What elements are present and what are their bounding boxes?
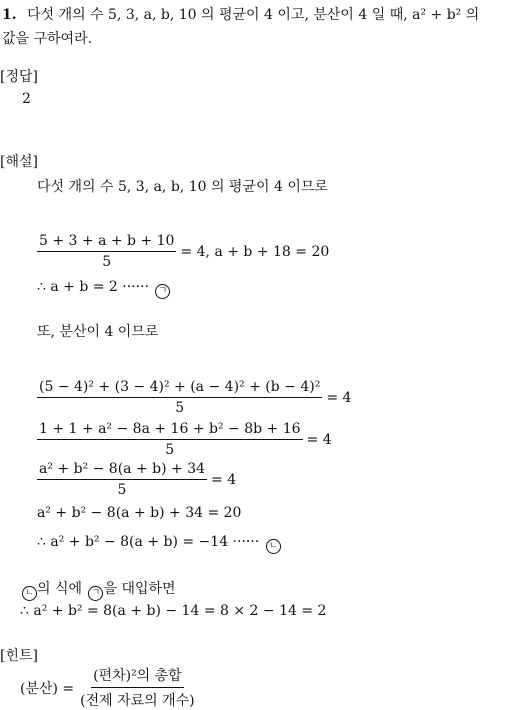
circled-mark-1: ㄱ [155, 284, 170, 299]
equation-variance-4: a² + b² − 8(a + b) + 34 = 20 [37, 505, 242, 521]
circled-mark-3: ㄴ [22, 586, 37, 601]
equation-mean [37, 233, 329, 270]
fraction-denominator: 5 [117, 482, 127, 498]
equation-variance-2 [37, 421, 332, 458]
equation-rhs: = 4 [211, 471, 237, 488]
final-equation: ∴ a² + b² = 8(a + b) − 14 = 8 × 2 − 14 = 2 [20, 603, 327, 619]
fraction-variance-1 [37, 379, 322, 416]
fraction-denominator: 5 [175, 400, 185, 416]
equation-variance-3 [37, 461, 236, 498]
fraction-variance-2 [37, 421, 303, 458]
solution-label: [해설] [0, 154, 38, 170]
fraction-numerator: a² + b² − 8(a + b) + 34 [37, 461, 207, 480]
equation-text: ∴ a + b = 2 ······ [37, 279, 149, 295]
equation-rhs: = 4 [326, 389, 352, 406]
equation-variance-5 [37, 534, 281, 554]
fraction-numerator: (5 − 4)² + (3 − 4)² + (a − 4)² + (b − 4)² [37, 379, 322, 398]
fraction-numerator: 1 + 1 + a² − 8a + 16 + b² − 8b + 16 [37, 421, 303, 440]
hint-denominator: (전제 자료의 개수) [80, 693, 195, 709]
circled-mark-4: ㄱ [88, 586, 103, 601]
answer-label: [정답] [0, 69, 38, 85]
substitution-sentence [22, 578, 176, 601]
equation-sum [37, 279, 170, 299]
substitution-text-2: 을 대입하면 [103, 581, 176, 597]
equation-rhs: = 4 [306, 431, 332, 448]
problem-text-2: 값을 구하여라. [2, 31, 93, 47]
fraction-denominator: 5 [102, 254, 112, 270]
fraction-mean [37, 233, 176, 270]
fraction-variance-3 [37, 461, 207, 498]
hint-label: [힌트] [0, 648, 38, 664]
substitution-text-1: 의 식에 [37, 581, 83, 597]
hint-fraction [80, 665, 195, 710]
solution-intro: 다섯 개의 수 5, 3, a, b, 10 의 평균이 4 이므로 [37, 179, 328, 195]
hint-lhs: (분산) = [20, 680, 75, 697]
hint-numerator: (편차)²의 총합 [91, 665, 184, 688]
answer-value: 2 [22, 91, 31, 107]
solution-also: 또, 분산이 4 이므로 [37, 324, 159, 340]
hint-formula [20, 665, 195, 710]
circled-mark-2: ㄴ [266, 539, 281, 554]
problem-text-1: 다섯 개의 수 5, 3, a, b, 10 의 평균이 4 이고, 분산이 4 일 때, a² + b² 의 [27, 7, 480, 23]
equation-rhs: = 4, a + b + 18 = 20 [180, 243, 330, 260]
problem-line-1 [2, 4, 479, 24]
equation-variance-1 [37, 379, 351, 416]
equation-text: ∴ a² + b² − 8(a + b) = −14 ······ [37, 534, 260, 550]
fraction-numerator: 5 + 3 + a + b + 10 [37, 233, 176, 252]
fraction-denominator: 5 [165, 442, 175, 458]
problem-number: 1. [2, 7, 17, 23]
